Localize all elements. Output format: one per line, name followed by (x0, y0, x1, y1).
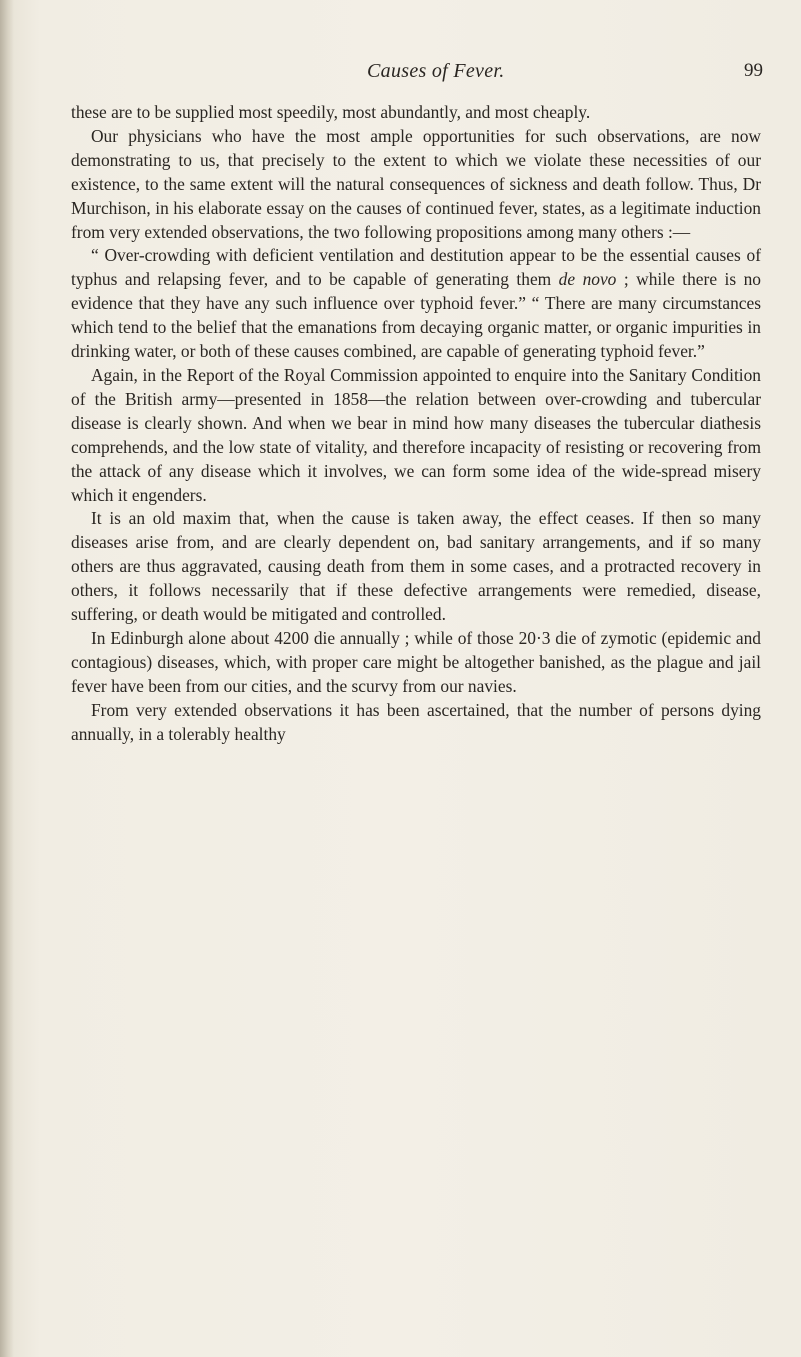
paragraph-extended-observations: From very extended observations it has been ascertained, that the number of persons dying annually, in a tolerably healthy (71, 699, 761, 744)
running-title: Causes of Fever. (367, 60, 505, 82)
page-gutter-shadow (0, 0, 14, 1357)
paragraph-edinburgh: In Edinburgh alone about 4200 die annually ; while of those 20·3 die of zymotic (epidemic and contagious) diseases, which, with proper care might be altogether banished, as the plague and jail fever have been from our cities, and the scurvy from our navies. (71, 627, 761, 696)
paragraph-old-maxim: It is an old maxim that, when the cause is taken away, the effect ceases. If then so many diseases arise from, and are clearly dependent on, bad sanitary arrangements, and if so many others are thus aggravated, causing death from them in some cases, and a protracted recovery in others, it follows necessarily that if these defective arrangements were remedied, disease, suffering, or death would be mitigated and controlled. (71, 508, 761, 625)
paragraph-physicians: Our physicians who have the most ample opportunities for such observations, are now demonstrating to us, that precisely to the extent to which we violate these necessities of our existence, to the same extent will the natural consequences of sickness and death follow. Thus, Dr Murchison, in his elaborate essay on the causes of continued fever, states, as a legitimate induction from very extended observations, the two following propositions among many others :— (71, 125, 761, 242)
latin-phrase: de novo (558, 269, 617, 290)
page-number: 99 (744, 60, 763, 81)
paragraph-continuation: these are to be supplied most speedily, most abundantly, and most cheaply. (71, 102, 591, 122)
paragraph-royal-commission: Again, in the Report of the Royal Commission appointed to enquire into the Sanitary Condition of the British army—presented in 1858—the relation between over-crowding and tubercular disease is clearly shown. And when we bear in mind how many diseases the tubercular diathesis comprehends, and the low state of vitality, and therefore incapacity of resisting or recovering from the attack of any disease which it involves, we can form some idea of the wide-spread misery which it engenders. (71, 364, 761, 505)
paragraph-murchison-quote: “ Over-crowding with deficient ventilation and destitution appear to be the essential causes of typhus and relapsing fever, and to be capable of generating them de novo ; while there is no evidence that they have any such influence over typhoid fever.” “ There are many circumstances which tend to the belief that the emanations from decaying organic matter, or organic impurities in drinking water, or both of these causes combined, are capable of generating typhoid fever.” (71, 245, 761, 362)
running-head (0, 60, 801, 90)
body-text (71, 101, 761, 746)
